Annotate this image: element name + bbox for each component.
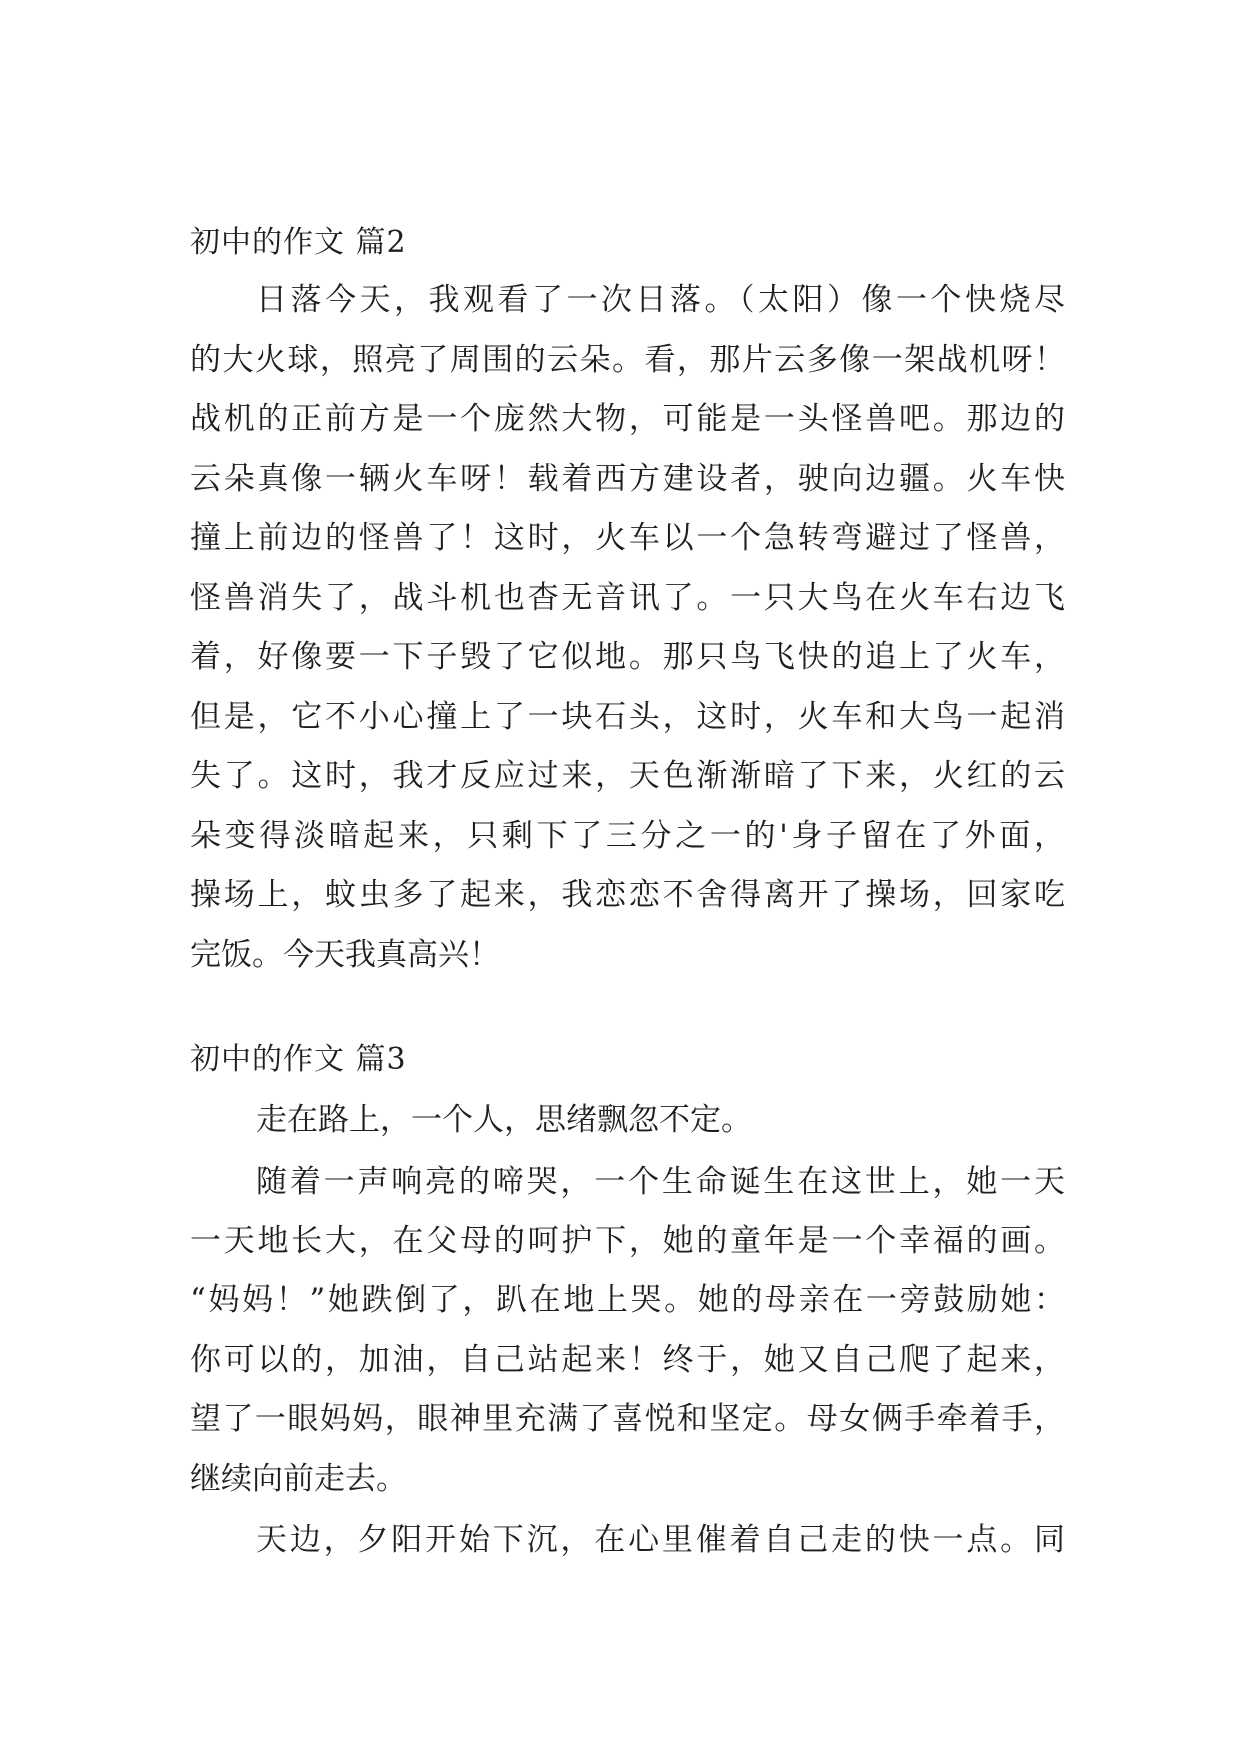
paragraph-line: 走在路上，一个人，思绪飘忽不定。 xyxy=(256,1102,752,1138)
paragraph-line: 着，好像要一下子毁了它似地。那只鸟飞快的追上了火车， xyxy=(190,639,1065,675)
paragraph-line: 云朵真像一辆火车呀！载着西方建设者，驶向边疆。火车快 xyxy=(190,461,1065,497)
section-heading: 初中的作文 篇3 xyxy=(190,1042,407,1077)
paragraph-line: “妈妈！”她跌倒了，趴在地上哭。她的母亲在一旁鼓励她： xyxy=(190,1282,1065,1318)
section-heading: 初中的作文 篇2 xyxy=(190,225,407,260)
paragraph-line: 完饭。今天我真高兴！ xyxy=(190,937,500,973)
paragraph-line: 撞上前边的怪兽了！这时，火车以一个急转弯避过了怪兽， xyxy=(190,520,1065,556)
paragraph-line: 继续向前走去。 xyxy=(190,1461,407,1497)
paragraph-line: 的大火球，照亮了周围的云朵。看，那片云多像一架战机呀！ xyxy=(190,342,1065,378)
paragraph-line: 战机的正前方是一个庞然大物，可能是一头怪兽吧。那边的 xyxy=(190,401,1065,437)
paragraph-line: 朵变得淡暗起来，只剩下了三分之一的'身子留在了外面， xyxy=(190,818,1065,854)
paragraph-line: 但是，它不小心撞上了一块石头，这时，火车和大鸟一起消 xyxy=(190,699,1065,735)
paragraph-line: 日落今天，我观看了一次日落。（太阳）像一个快烧尽 xyxy=(256,282,1065,318)
paragraph-line: 操场上，蚊虫多了起来，我恋恋不舍得离开了操场，回家吃 xyxy=(190,877,1065,913)
paragraph-line: 一天地长大，在父母的呵护下，她的童年是一个幸福的画。 xyxy=(190,1223,1065,1259)
paragraph-line: 怪兽消失了，战斗机也杳无音讯了。一只大鸟在火车右边飞 xyxy=(190,580,1065,616)
paragraph-line: 失了。这时，我才反应过来，天色渐渐暗了下来，火红的云 xyxy=(190,758,1065,794)
paragraph-line: 天边，夕阳开始下沉，在心里催着自己走的快一点。同 xyxy=(256,1522,1065,1558)
paragraph-line: 随着一声响亮的啼哭，一个生命诞生在这世上，她一天 xyxy=(256,1164,1065,1200)
paragraph-line: 你可以的，加油，自己站起来！终于，她又自己爬了起来， xyxy=(190,1342,1065,1378)
paragraph-line: 望了一眼妈妈，眼神里充满了喜悦和坚定。母女俩手牵着手， xyxy=(190,1401,1065,1437)
